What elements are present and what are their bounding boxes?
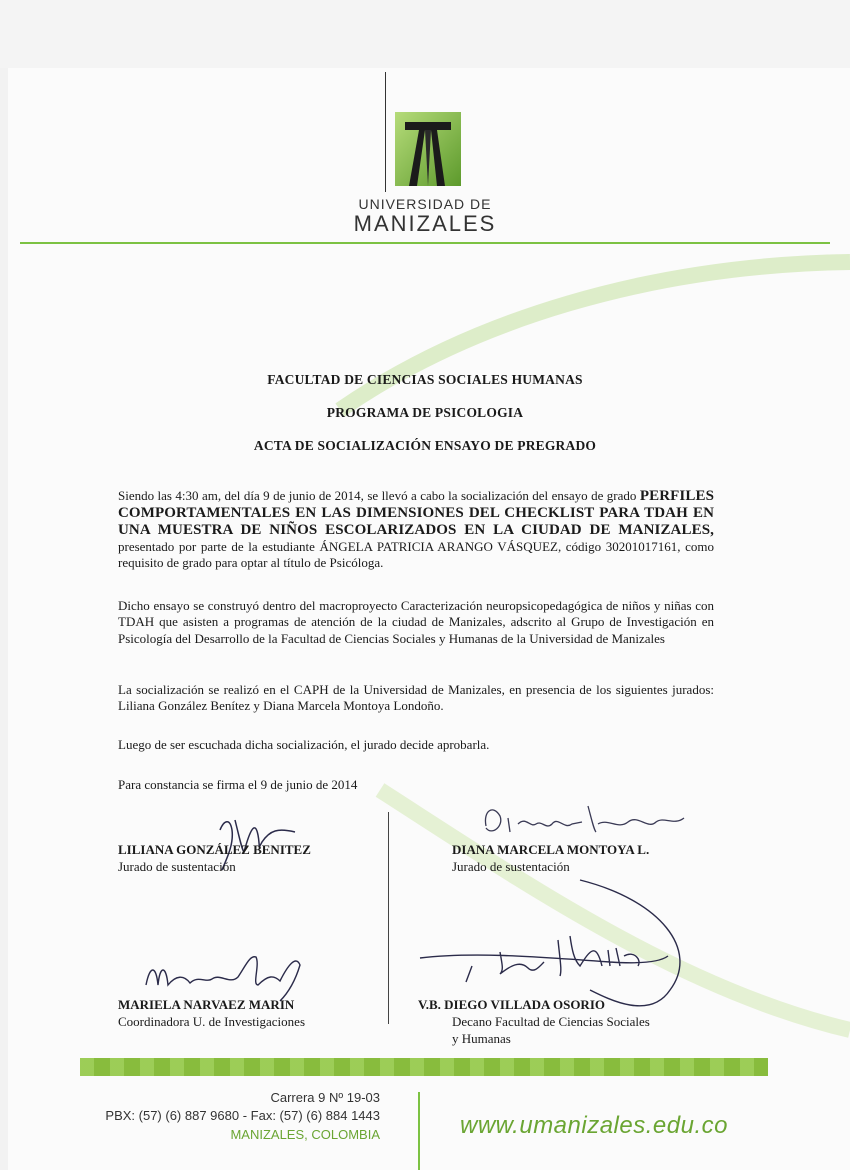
footer-phones: PBX: (57) (6) 887 9680 - Fax: (57) (6) 884 1443 — [105, 1108, 380, 1123]
signature-divider-line — [388, 812, 389, 1024]
signature-role-liliana: Jurado de sustentación — [118, 859, 236, 874]
header-green-rule — [20, 242, 830, 244]
paragraph-jury: La socialización se realizó en el CAPH de la Universidad de Manizales, en presencia de los siguientes jurados: Liliana González Benítez y Diana Marcela Montoya Londoño. — [118, 682, 714, 714]
footer-address: Carrera 9 Nº 19-03 — [270, 1090, 380, 1105]
signature-role-diego-line2: y Humanas — [452, 1031, 511, 1046]
signature-diana — [478, 796, 708, 846]
program-heading: PROGRAMA DE PSICOLOGIA — [326, 405, 524, 420]
faculty-heading: FACULTAD DE CIENCIAS SOCIALES HUMANAS — [267, 372, 583, 387]
act-heading: ACTA DE SOCIALIZACIÓN ENSAYO DE PREGRADO — [253, 438, 597, 453]
signature-name-diana: DIANA MARCELA MONTOYA L. — [452, 842, 650, 857]
signature-name-mariela: MARIELA NARVAEZ MARIN — [118, 997, 295, 1012]
paragraph-socialization — [118, 488, 714, 572]
university-logo-icon — [395, 112, 461, 186]
signature-name-diego: V.B. DIEGO VILLADA OSORIO — [418, 997, 605, 1012]
signature-role-diego-line1: Decano Facultad de Ciencias Sociales — [452, 1014, 650, 1029]
signature-mariela — [140, 945, 310, 1005]
signature-role-mariela: Coordinadora U. de Investigaciones — [118, 1014, 306, 1029]
paragraph-constancy: Para constancia se firma el 9 de junio de 2014 — [118, 777, 358, 792]
university-name-line2: MANIZALES — [353, 211, 497, 236]
footer-divider-line — [418, 1092, 420, 1170]
footer-band-texture — [80, 1058, 768, 1076]
header-divider-line — [385, 72, 386, 192]
footer-website-link[interactable]: www.umanizales.edu.co — [460, 1112, 728, 1139]
signature-name-liliana: LILIANA GONZÁLEZ BENITEZ — [118, 842, 311, 857]
essay-title: PERFILES COMPORTAMENTALES EN LAS DIMENSIONES DEL CHECKLIST PARA TDAH EN UNA MUESTRA DE NIÑOS ESCOLARIZADOS EN LA CIUDAD DE MANIZALES, — [118, 488, 715, 538]
paragraph-approval: Luego de ser escuchada dicha socialización, el jurado decide aprobarla. — [118, 737, 490, 752]
signature-role-diana: Jurado de sustentación — [452, 859, 570, 874]
paragraph-intro-text: Siendo las 4:30 am, del día 9 de junio de 2014, se llevó a cabo la socialización del ensayo de grado — [118, 488, 637, 503]
paragraph-student-text: presentado por parte de la estudiante ÁNGELA PATRICIA ARANGO VÁSQUEZ, código 30201017161, como requisito de grado para optar al título de Psicóloga. — [118, 539, 714, 571]
paragraph-macroproject: Dicho ensayo se construyó dentro del macroproyecto Caracterización neuropsicopedagógica de niños y niñas con TDAH que asisten a programas de atención de la ciudad de Manizales, adscrito al Grupo de Investigación en Psicología del Desarrollo de la Facultad de Ciencias Sociales y Humanas de la Universidad de Manizales — [118, 598, 714, 646]
university-name-line1: UNIVERSIDAD DE — [358, 196, 492, 212]
footer-city: MANIZALES, COLOMBIA — [230, 1127, 380, 1142]
